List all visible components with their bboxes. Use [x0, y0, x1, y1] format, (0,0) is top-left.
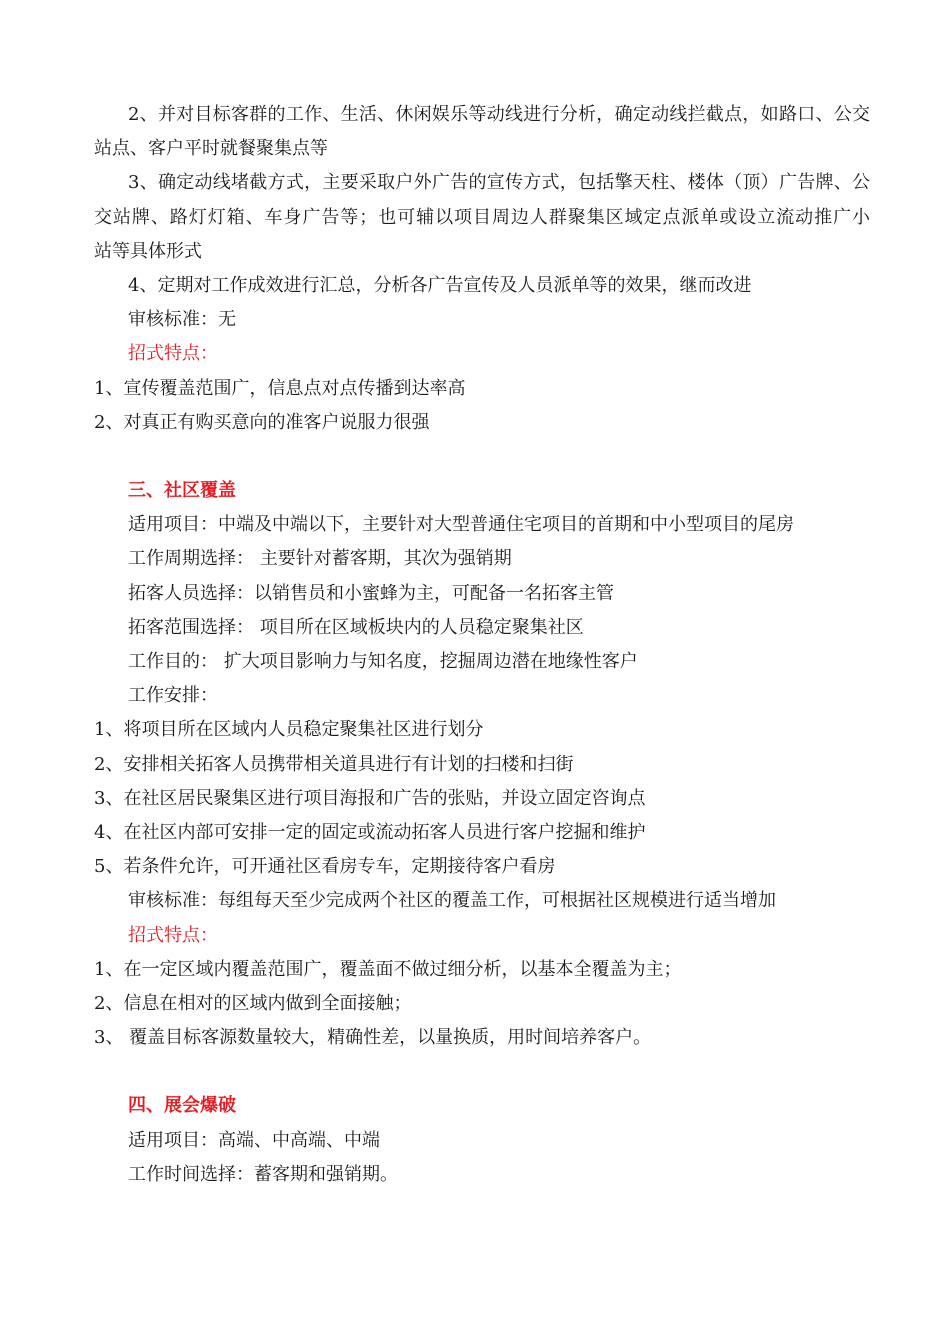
section-heading-community-coverage: 三、社区覆盖	[128, 480, 236, 502]
work-purpose-line: 工作目的： 扩大项目影响力与知名度，挖掘周边潜在地缘性客户	[128, 651, 638, 672]
work-time-line: 工作时间选择：蓄客期和强销期。	[128, 1163, 398, 1185]
paragraph-line: 站等具体形式	[94, 240, 202, 262]
feature-item: 3、 覆盖目标客源数量较大，精确性差，以量换质，用时间培养客户。	[94, 1027, 652, 1049]
feature-item: 1、在一定区域内覆盖范围广，覆盖面不做过细分析，以基本全覆盖为主；	[94, 958, 682, 980]
scope-selection-line: 拓客范围选择： 项目所在区域板块内的人员稳定聚集社区	[128, 616, 584, 638]
features-label: 招式特点：	[128, 343, 218, 365]
section-spacer	[94, 1055, 870, 1089]
paragraph-line: 2、并对目标客群的工作、生活、休闲娱乐等动线进行分析，确定动线拦截点，如路口、公交	[128, 104, 870, 125]
arrangement-item: 2、安排相关拓客人员携带相关道具进行有计划的扫楼和扫街	[94, 753, 574, 775]
applicable-project-line: 适用项目：中端及中端以下，主要针对大型普通住宅项目的首期和中小型项目的尾房	[128, 514, 794, 536]
feature-item: 2、对真正有购买意向的准客户说服力很强	[94, 411, 430, 433]
review-standard-line: 审核标准：无	[128, 309, 236, 331]
arrangement-item: 5、若条件允许，可开通社区看房专车，定期接待客户看房	[94, 856, 556, 878]
paragraph-line: 站点、客户平时就餐聚集点等	[94, 138, 328, 160]
arrangement-item: 3、在社区居民聚集区进行项目海报和广告的张贴，并设立固定咨询点	[94, 787, 646, 809]
work-arrangement-label: 工作安排：	[128, 685, 218, 707]
arrangement-item: 4、在社区内部可安排一定的固定或流动拓客人员进行客户挖掘和维护	[94, 821, 646, 843]
section-heading-exhibition-blast: 四、展会爆破	[128, 1095, 236, 1117]
feature-item: 1、宣传覆盖范围广，信息点对点传播到达率高	[94, 377, 466, 399]
paragraph-line: 交站牌、路灯灯箱、车身广告等；也可辅以项目周边人群聚集区域定点派单或设立流动推广小	[94, 206, 870, 228]
features-label: 招式特点：	[128, 924, 218, 946]
paragraph-line: 3、确定动线堵截方式，主要采取户外广告的宣传方式，包括擎天柱、楼体（顶）广告牌、公	[128, 172, 870, 194]
review-standard-line: 审核标准：每组每天至少完成两个社区的覆盖工作，可根据社区规模进行适当增加	[128, 890, 776, 912]
paragraph-line: 4、定期对工作成效进行汇总，分析各广告宣传及人员派单等的效果，继而改进	[128, 274, 752, 296]
applicable-project-line: 适用项目：高端、中高端、中端	[128, 1129, 380, 1151]
staff-selection-line: 拓客人员选择：以销售员和小蜜蜂为主，可配备一名拓客主管	[128, 582, 614, 604]
document-body	[94, 98, 870, 1192]
feature-item: 2、信息在相对的区域内做到全面接触；	[94, 992, 412, 1014]
arrangement-item: 1、将项目所在区域内人员稳定聚集社区进行划分	[94, 719, 484, 741]
work-period-line: 工作周期选择： 主要针对蓄客期，其次为强销期	[128, 548, 512, 570]
section-spacer	[94, 440, 870, 474]
